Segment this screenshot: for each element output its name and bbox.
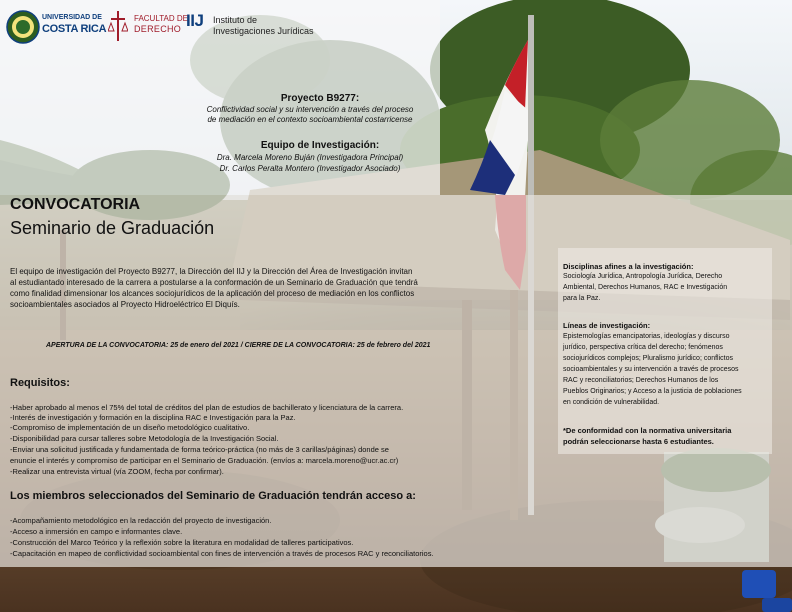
iij-name-line2: Investigaciones Jurídicas	[213, 26, 314, 36]
call-subheading: Seminario de Graduación	[10, 218, 215, 238]
call-heading: CONVOCATORIA	[10, 196, 141, 213]
requirements-title: Requisitos:	[10, 377, 70, 389]
access-item-3: -Construcción del Marco Teórico y la reflexión sobre la literatura en modalidad de talleres participativos.	[10, 538, 354, 547]
disciplines-line-3: para la Paz.	[563, 295, 601, 302]
intro-line-2: al estudiantado interesado de la carrera a postularse a la conformación de un Seminario de Graduación que tendrá	[10, 278, 418, 287]
requirement-item-2: -Interés de investigación y formación en la disciplina RAC e Investigación para la Paz.	[10, 413, 296, 422]
intro-line-4: socioambientales asociados al Proyecto Hidroeléctrico El Diquís.	[10, 300, 240, 309]
requirement-item-5: -Enviar una solicitud justificada y fundamentada de forma teórico-práctica (no más de 3 carillas/páginas) donde se	[10, 445, 389, 454]
requirement-item-6: enuncie el interés y compromiso de participar en el Seminario de Graduación. (envíos a: marcela.moreno@ucr.ac.cr)	[10, 456, 399, 465]
ucr-seal-icon	[6, 10, 40, 44]
law-faculty-icon	[108, 9, 128, 43]
team-member-1: Dra. Marcela Moreno Buján (Investigadora Principal)	[216, 153, 404, 162]
fd-name-line1: FACULTAD DE	[134, 14, 188, 23]
team-member-2: Dr. Carlos Peralta Montero (Investigador Asociado)	[219, 164, 401, 173]
ucr-name-line2: COSTA RICA	[42, 23, 107, 35]
disciplines-line-2: Ambiental, Derechos Humanos, RAC e Investigación	[563, 284, 728, 291]
lines-line-5: RAC y reconciliatorios; Derechos Humanos de los	[563, 377, 719, 384]
project-subtitle-line2: de mediación en el contexto socioambiental costarricense	[207, 115, 413, 124]
lines-line-3: sociojurídicos complejos; Pluralismo jurídico; conflictos	[563, 355, 734, 362]
access-item-4: -Capacitación en mapeo de conflictividad socioambiental con fines de intervención a través de procesos RAC y reconciliatorios.	[10, 549, 434, 558]
lines-line-7: en condición de vulnerabilidad.	[563, 399, 660, 406]
lines-line-2: jurídico, perspectiva crítica del derecho; fenómenos	[563, 344, 723, 351]
access-item-1: -Acompañamiento metodológico en la redacción del proyecto de investigación.	[10, 516, 272, 525]
lines-line-6: Pueblos Originarios; y Acceso a la justicia de poblaciones	[563, 388, 742, 395]
access-title: Los miembros seleccionados del Seminario de Graduación tendrán acceso a:	[10, 490, 416, 502]
intro-line-3: como finalidad dimensionar los alcances sociojurídicos de la aplicación del proceso de mediación en los conflictos	[10, 289, 415, 298]
disciplines-title: Disciplinas afines a la investigación:	[563, 262, 694, 271]
ucr-name-line1: UNIVERSIDAD DE	[42, 14, 102, 21]
fd-name-line2: DERECHO	[134, 24, 182, 34]
access-item-2: -Acceso a inmersión en campo e informantes clave.	[10, 527, 183, 536]
project-title: Proyecto B9277:	[280, 93, 360, 104]
selection-note-line-2: podrán seleccionarse hasta 6 estudiantes.	[563, 437, 714, 446]
lines-title: Líneas de investigación:	[563, 321, 651, 330]
iij-logo-mark: IIJ	[186, 11, 204, 30]
iij-name-line1: Instituto de	[213, 15, 258, 25]
intro-line-1: El equipo de investigación del Proyecto B9277, la Dirección del IIJ y la Dirección del Área de Investigación invitan	[10, 267, 413, 276]
requirement-item-4: -Disponibilidad para cursar talleres sobre Metodología de la Investigación Social.	[10, 434, 279, 443]
team-title: Equipo de Investigación:	[260, 140, 380, 151]
lines-line-4: socioambientales y su intervención a través de procesos	[563, 366, 739, 373]
lines-line-1: Epistemologías emancipatorias, ideologías y discurso	[563, 333, 730, 340]
requirement-item-1: -Haber aprobado al menos el 75% del total de créditos del plan de estudios de bachillerato y licenciatura de la carrera.	[10, 403, 404, 412]
selection-note-line-1: *De conformidad con la normativa universitaria	[563, 426, 732, 435]
call-dates: APERTURA DE LA CONVOCATORIA: 25 de enero del 2021 / CIERRE DE LA CONVOCATORIA: 25 de febrero del 2021	[46, 342, 431, 349]
disciplines-line-1: Sociología Jurídica, Antropología Jurídica, Derecho	[563, 273, 723, 280]
project-subtitle-line1: Conflictividad social y su intervención a través del proceso	[206, 105, 414, 114]
requirement-item-3: -Compromiso de implementación de un diseño metodológico cualitativo.	[10, 423, 250, 432]
requirement-item-7: -Realizar una entrevista virtual (vía ZOOM, fecha por confirmar).	[10, 467, 224, 476]
